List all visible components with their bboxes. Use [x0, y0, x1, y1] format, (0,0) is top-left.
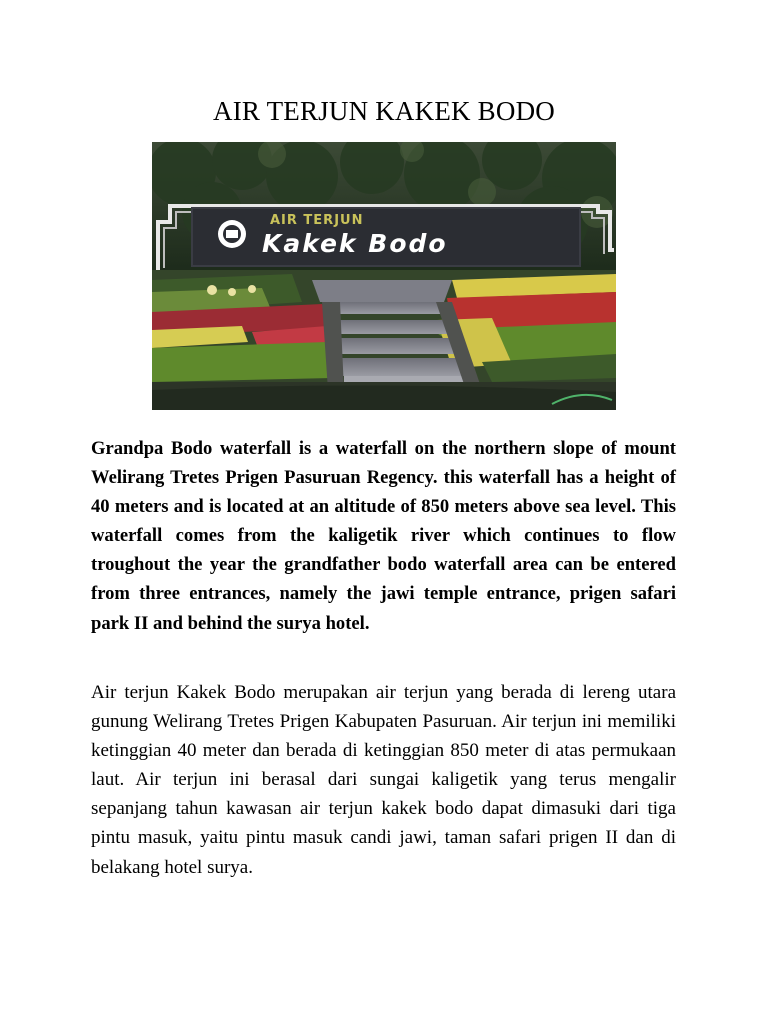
sign-wall	[158, 206, 614, 272]
sign-small-text: AIR TERJUN	[270, 213, 364, 228]
page-title: AIR TERJUN KAKEK BODO	[213, 96, 555, 126]
waterfall-entrance-photo	[152, 142, 616, 410]
sign-large-text: Kakek Bodo	[262, 229, 448, 258]
paragraph-english: Grandpa Bodo waterfall is a waterfall on the northern slope of mount Welirang Tretes Prigen Pasuruan Regency. this waterfall has a height of 40 meters and is located at an altitude of 850 meters above sea level. This waterfall comes from the kaligetik river which continues to flow troughout the year the grandfather bodo waterfall area can be entered from three entrances, namely the jawi temple entrance, prigen safari park II and behind the surya hotel.	[91, 438, 676, 634]
paragraph-indonesian: Air terjun Kakek Bodo merupakan air terjun yang berada di lereng utara gunung Welirang Tretes Prigen Kabupaten Pasuruan. Air terjun ini memiliki ketinggian 40 meter dan berada di ketinggian 850 meter di atas permukaan laut. Air terjun ini berasal dari sungai kaligetik yang terus mengalir sepanjang tahun kawasan air terjun kakek bodo dapat dimasuki dari tiga pintu masuk, yaitu pintu masuk candi jawi, taman safari prigen II dan di belakang hotel surya.	[91, 682, 676, 878]
entrance-sign-illustration	[152, 142, 616, 410]
